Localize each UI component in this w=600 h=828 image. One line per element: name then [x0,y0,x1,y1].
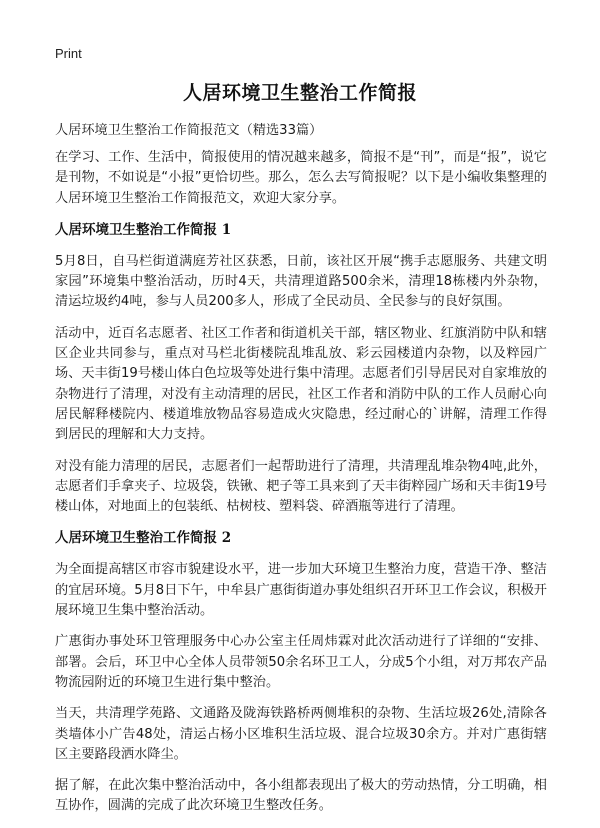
section-1 [55,220,547,518]
section-paragraph: 5月8日，自马栏街道满庭芳社区获悉，日前，该社区开展“携手志愿服务、共建文明家园”环境集中整治活动，历时4天，共清理道路500余米，清理18栋楼内外杂物，清运垃圾约4吨，参与人员200多人，形成了全民动员、全民参与的良好氛围。 [55,253,547,310]
section-paragraph: 为全面提高辖区市容市貌建设水平，进一步加大环境卫生整治力度，营造干净、整洁的宜居环境。5月8日下午，中牟县广惠街街道办事处组织召开环卫工作会议，积极开展环境卫生集中整治活动。 [55,562,547,619]
section-heading: 人居环境卫生整治工作简报 2 [55,530,232,547]
section-paragraph: 据了解，在此次集中整治活动中，各小组都表现出了极大的劳动热情，分工明确，相互协作，圆满的完成了此次环境卫生整改任务。 [55,778,547,814]
section-heading: 人居环境卫生整治工作简报 1 [55,221,232,238]
section-2 [55,528,547,816]
section-paragraph: 广惠街办事处环卫管理服务中心办公室主任周炜霖对此次活动进行了详细的“安排、部署。会后，环卫中心全体人员带领50余名环卫工人，分成5个小组，对万邦农产品物流园附近的环境卫生进行集中整治。 [55,634,547,690]
section-paragraph: 对没有能力清理的居民，志愿者们一起帮助进行了清理，共清理乱堆杂物4吨,此外，志愿者们手拿夹子、垃圾袋，铁锹、耙子等工具来到了天丰街粹园广场和天丰街19号楼山体，对地面上的包装纸、枯树枝、塑料袋、碎酒瓶等进行了清理。 [55,458,547,515]
intro-paragraph: 在学习、工作、生活中，简报使用的情况越来越多，简报不是“刊”，而是“报”，说它是刊物，不如说是“小报”更恰切些。那么，怎么去写简报呢？以下是小编收集整理的人居环境卫生整治工作简报范文，欢迎大家分享。 [55,150,547,206]
print-link[interactable]: Print [55,46,82,61]
document-subtitle: 人居环境卫生整治工作简报范文（精选33篇） [55,123,323,138]
page-title: 人居环境卫生整治工作简报 [182,82,417,104]
document-body [55,121,547,828]
section-paragraph: 活动中，近百名志愿者、社区工作者和街道机关干部，辖区物业、红旗消防中队和辖区企业共同参与，重点对马栏北街楼院乱堆乱放、彩云园楼道内杂物，以及粹园广场、天丰街19号楼山体白色垃圾等处进行集中清理。志愿者们引导居民对自家堆放的杂物进行了清理，对没有主动清理的居民，社区工作者和消防中队的工作人员耐心向居民解释楼院内、楼道堆放物品容易造成火灾隐患，经过耐心的`讲解，清理工作得到居民的理解和大力支持。 [55,325,547,443]
section-paragraph: 当天，共清理学苑路、文通路及陇海铁路桥两侧堆积的杂物、生活垃圾26处,清除各类墙体小广告48处，清运占杨小区堆积生活垃圾、混合垃圾30余方。并对广惠街辖区主要路段洒水降尘。 [55,706,547,762]
